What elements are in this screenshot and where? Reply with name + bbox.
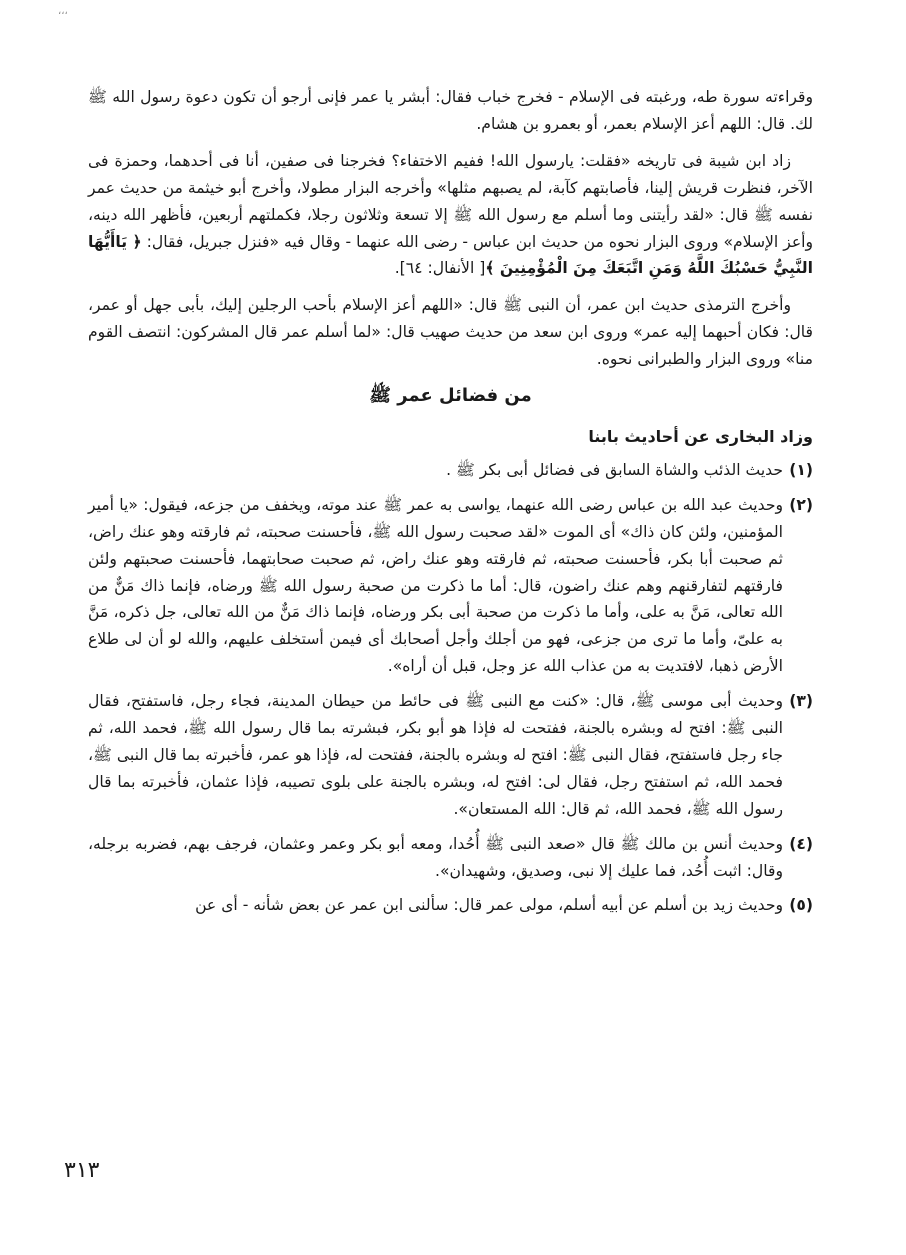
item-number: (١) — [789, 460, 813, 479]
corner-mark: ،،، — [58, 6, 68, 17]
quran-verse: ﴿ يَاأَيُّهَا النَّبِيُّ حَسْبُكَ اللَّهُ وَمَنِ اتَّبَعَكَ مِنَ الْمُؤْمِنِينَ ﴾ — [88, 232, 813, 278]
item-text: وحديث عبد الله بن عباس رضى الله عنهما، يواسى به عمر ﷺ عند موته، ويخفف من جزعه، فيقول: «يا أمير المؤمنين، ولئن كان ذاك» أى الموت «لقد صحبت رسول الله ﷺ، فأحسنت صحبته، ثم فارقته وهو عنك راض، ثم صحبت أبا بكر، فأحسنت صحبته، ثم فارقته وهو عنك راض، ثم صحبت صحابتهما، فأحسنت صحبتهم ولئن فارقتهم لتفارقنهم وهم عنك راضون، قال: أما ما ذكرت من صحبة رسول الله ﷺ ورضاه، فإنما ذاك مَنٌّ من الله تعالى، مَنَّ به على، وأما ما ذكرت من صحبة أبى بكر ورضاه، فإنما ذاك مَنٌّ من الله تعالى، جل ذكره، مَنَّ به علىّ، وأما ما ترى من جزعى، فهو من أجلك وأجل أصحابك أى فيمن أستخلف عليهم، والله لو أن لى طلاع الأرض ذهبا، لافتديت به من عذاب الله عز وجل، قبل أن أراه». — [88, 495, 783, 676]
list-item — [88, 688, 813, 823]
item-text: وحديث أنس بن مالك ﷺ قال «صعد النبى ﷺ أُحُدا، ومعه أبو بكر وعمر وعثمان، فرجف بهم، فضربه برجله، وقال: اثبت أُحُد، فما عليك إلا نبى، وصديق، وشهيدان». — [88, 834, 783, 880]
intro-paragraph-1: وقراءته سورة طه، ورغبته فى الإسلام - فخرج خباب فقال: أبشر يا عمر فإنى أرجو أن تكون دعوة رسول الله ﷺ لك. قال: اللهم أعز الإسلام بعمر، أو بعمرو بن هشام. — [88, 88, 813, 133]
page-body — [88, 84, 813, 927]
verse-reference: [ الأنفال: ٦٤]. — [394, 259, 486, 278]
item-number: (٢) — [789, 495, 813, 514]
intro-paragraph-3: وأخرج الترمذى حديث ابن عمر، أن النبى ﷺ قال: «اللهم أعز الإسلام بأحب الرجلين إليك، بأبى جهل أو عمر، قال: فكان أحبهما إليه عمر» وروى ابن سعد من حديث صهيب قال: «لما أسلم عمر قال المشركون: انتصف القوم منا» وروى البزار والطبرانى نحوه. — [88, 296, 813, 369]
list-item — [88, 831, 813, 885]
item-text: وحديث أبى موسى ﷺ، قال: «كنت مع النبى ﷺ فى حائط من حيطان المدينة، فجاء رجل، فاستفتح، فقال النبى ﷺ: افتح له وبشره بالجنة، ففتحت له فإذا هو أبو بكر، فبشرته بما قال رسول الله ﷺ، فحمد الله، ثم جاء رجل فاستفتح، فقال النبى ﷺ: افتح له وبشره بالجنة، ففتحت له، فإذا هو عمر، فأخبرته بما قال النبى ﷺ، فحمد الله، ثم استفتح رجل، فقال لى: افتح له، وبشره بالجنة على بلوى تصيبه، فإذا عثمان، فأخبرته بما قال رسول الله ﷺ، فحمد الله، ثم قال: الله المستعان». — [88, 692, 783, 818]
intro-paragraph-2 — [88, 148, 813, 283]
list-item — [88, 892, 813, 919]
intro-paragraph-2-text: زاد ابن شيبة فى تاريخه «فقلت: يارسول الله! ففيم الاختفاء؟ فخرجنا فى صفين، أنا فى أحدهما، وحمزة فى الآخر، فنظرت قريش إلينا، فأصابتهم كآبة، لم يصبهم مثلها» وأخرجه البزار مطولا، وأخرج أبو خيثمة من حديث عمر نفسه ﷺ قال: «لقد رأيتنى وما أسلم مع رسول الله ﷺ إلا تسعة وثلاثون رجلا، فكملتهم أربعين، فأظهر الله دينه، وأعز الإسلام» وروى البزار نحوه من حديث ابن عباس - رضى الله عنهما - وقال فيه «فنزل جبريل، فقال: — [88, 151, 813, 251]
item-text: حديث الذئب والشاة السابق فى فضائل أبى بكر ﷺ . — [446, 460, 783, 479]
list-item — [88, 457, 813, 484]
item-text: وحديث زيد بن أسلم عن أبيه أسلم، مولى عمر قال: سألنى ابن عمر عن بعض شأنه - أى عن — [195, 896, 783, 915]
item-number: (٣) — [789, 692, 813, 711]
section-title: من فضائل عمر ﷺ — [369, 385, 532, 407]
page-number: ٣١٣ — [64, 1158, 100, 1183]
item-number: (٤) — [789, 834, 813, 853]
list-item — [88, 492, 813, 680]
section-subtitle: وزاد البخارى عن أحاديث بابنا — [588, 426, 813, 446]
item-number: (٥) — [789, 896, 813, 915]
